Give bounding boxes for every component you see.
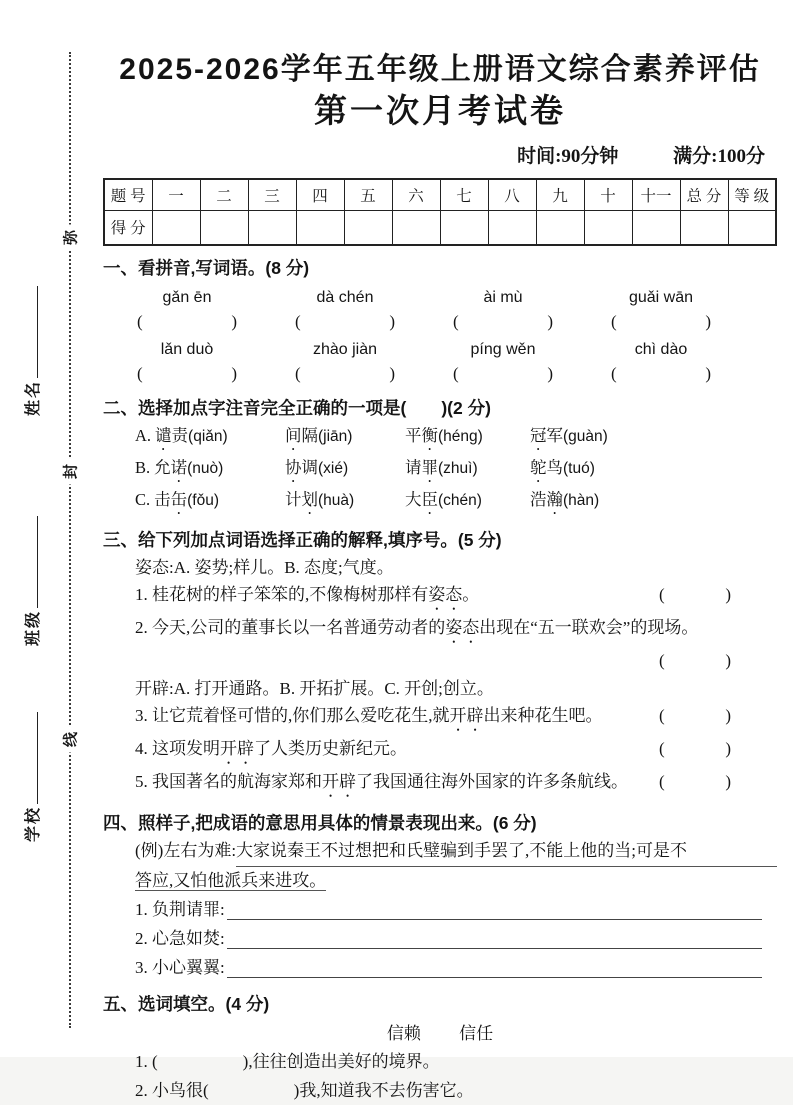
pinyin-word: dà chén xyxy=(316,288,374,306)
score-row-label: 得 分 xyxy=(104,210,152,245)
open-paren: ( xyxy=(611,311,617,331)
score-header-cell: 六 xyxy=(392,179,440,211)
char: 大 xyxy=(405,489,422,509)
score-header-cell: 等 级 xyxy=(728,179,776,211)
score-header-cell: 十 xyxy=(584,179,632,211)
school-label: 学校 xyxy=(25,805,42,842)
close-paren: ) xyxy=(231,311,237,331)
char: 鸟 xyxy=(546,457,563,477)
dotted-char: 衡 xyxy=(421,425,438,445)
school-blank xyxy=(23,712,38,804)
section3-items-group1 xyxy=(103,581,777,675)
dotted-word-item xyxy=(154,458,223,477)
student-name-label: 姓名 xyxy=(25,379,42,416)
pinyin-word: píng wěn xyxy=(470,340,536,358)
dotted-word: 开辟 xyxy=(220,739,254,759)
open-paren: ( xyxy=(611,363,617,383)
score-table-score-row xyxy=(104,210,776,245)
option-cell xyxy=(135,486,285,518)
dotted-word-item xyxy=(530,458,595,477)
exam-title-line1: 2025-2026学年五年级上册语文综合素养评估 xyxy=(119,53,761,86)
section3-heading: 三、给下列加点词语选择正确的解释,填序号。(5 分) xyxy=(103,529,502,550)
fill-pre: 1. ( xyxy=(135,1052,158,1072)
close-paren: ) xyxy=(725,706,731,726)
dotted-char: 协 xyxy=(285,457,302,477)
pinyin-annotation: (jiān) xyxy=(318,427,353,445)
open-paren: ( xyxy=(659,706,665,726)
seal-char-2: 封 xyxy=(55,459,86,485)
option-cell xyxy=(405,454,530,486)
score-cell xyxy=(344,210,392,245)
sentence-post: 了我国通往海外国家的许多条航线。 xyxy=(356,772,628,792)
score-header-cell: 十一 xyxy=(632,179,680,211)
section2-heading: 二、选择加点字注音完全正确的一项是( )(2 分) xyxy=(103,397,491,418)
fill-post: ),往往创造出美好的境界。 xyxy=(242,1052,440,1072)
dotted-word-item xyxy=(530,490,599,509)
char: 隔 xyxy=(301,425,318,445)
close-paren: ) xyxy=(705,363,711,383)
dotted-word-item xyxy=(285,426,352,445)
fill-post: )我,知道我不去伤害它。 xyxy=(293,1081,474,1101)
answer-bracket xyxy=(659,735,731,768)
section3-items-group2 xyxy=(103,702,777,801)
score-cell xyxy=(632,210,680,245)
answer-blank xyxy=(424,310,582,334)
close-paren: ) xyxy=(231,363,237,383)
student-name-field xyxy=(20,266,42,416)
option-cell xyxy=(405,422,530,454)
idiom-label: 1. 负荆请罪: xyxy=(135,900,225,920)
close-paren: ) xyxy=(547,363,553,383)
pinyin-annotation: (tuó) xyxy=(563,459,595,477)
close-paren: ) xyxy=(725,651,731,671)
option-label: A. xyxy=(135,425,152,445)
exam-meta xyxy=(103,141,777,168)
score-cell xyxy=(152,210,200,245)
sentence-post: 出来种花生吧。 xyxy=(483,706,603,726)
open-paren: ( xyxy=(659,585,665,605)
sentence-line xyxy=(135,768,777,801)
pinyin-annotation: (qiǎn) xyxy=(188,427,228,445)
example-text-line2: 答应,又怕他派兵来进攻。 xyxy=(135,870,327,890)
char: 责 xyxy=(171,425,189,445)
close-paren: ) xyxy=(705,311,711,331)
section1-heading: 一、看拼音,写词语。(8 分) xyxy=(103,257,310,278)
option-cell xyxy=(530,422,777,454)
score-header-cell: 四 xyxy=(296,179,344,211)
open-paren: ( xyxy=(453,311,459,331)
answer-blank xyxy=(108,310,266,334)
sentence-post: 出现在“五一联欢会”的现场。 xyxy=(479,618,699,638)
pinyin-annotation: (chén) xyxy=(438,491,482,509)
pinyin-row xyxy=(108,285,777,310)
section2-options xyxy=(103,422,777,518)
paren-blank xyxy=(611,362,711,386)
close-paren: ) xyxy=(389,363,395,383)
score-header-cell: 一 xyxy=(152,179,200,211)
spacer xyxy=(135,647,659,675)
close-paren: ) xyxy=(725,739,731,759)
score-cell xyxy=(728,210,776,245)
open-paren: ( xyxy=(295,363,301,383)
pinyin-annotation: (hàn) xyxy=(563,491,600,509)
idiom-item xyxy=(135,895,777,924)
answer-bracket xyxy=(659,702,731,735)
dotted-word-item xyxy=(285,458,348,477)
score-cell xyxy=(680,210,728,245)
dotted-char: 谴 xyxy=(155,425,172,445)
sentence-pre: 4. 这项发明 xyxy=(135,739,220,759)
fill-item xyxy=(135,1076,777,1105)
open-paren: ( xyxy=(137,363,143,383)
pinyin-row xyxy=(108,337,777,362)
sentence-pre: 2. 今天,公司的董事长以一名普通劳动者的 xyxy=(135,618,446,638)
pinyin-annotation: (huà) xyxy=(318,491,355,509)
sentence-text xyxy=(135,735,659,768)
idiom-label: 2. 心急如焚: xyxy=(135,929,225,949)
score-cell xyxy=(392,210,440,245)
sentence-pre: 1. 桂花树的样子笨笨的,不像梅树那样有 xyxy=(135,585,429,605)
score-table-header-row xyxy=(104,179,776,211)
answer-blank xyxy=(266,362,424,386)
dotted-char: 诺 xyxy=(170,457,188,477)
definition-text: 开辟:A. 打开通路。B. 开拓扩展。C. 开创;创立。 xyxy=(135,678,494,698)
class-field xyxy=(20,496,42,646)
close-paren: ) xyxy=(389,311,395,331)
option-cell xyxy=(405,486,530,518)
char: 允 xyxy=(154,457,171,477)
sentence-line xyxy=(135,614,777,647)
pinyin-word: guǎi wān xyxy=(628,288,694,306)
exam-duration: 时间:90分钟 xyxy=(517,145,619,167)
seal-char-3: 线 xyxy=(55,727,86,753)
section4-example-line1 xyxy=(135,837,777,867)
answer-blank xyxy=(266,310,424,334)
idiom-label: 3. 小心翼翼: xyxy=(135,958,225,978)
seal-char-1: 弥 xyxy=(55,225,86,251)
close-paren: ) xyxy=(725,772,731,792)
answer-line xyxy=(227,953,762,978)
char: 浩 xyxy=(530,489,547,509)
dotted-word-item xyxy=(154,490,219,509)
dotted-char: 瀚 xyxy=(546,489,563,509)
open-paren: ( xyxy=(659,739,665,759)
score-cell xyxy=(584,210,632,245)
score-header-cell: 二 xyxy=(200,179,248,211)
score-header-cell: 总 分 xyxy=(680,179,728,211)
char: 计 xyxy=(285,489,302,509)
sentence-post: 了人类历史新纪元。 xyxy=(254,739,407,759)
score-table xyxy=(103,178,777,246)
sentence-text xyxy=(135,768,659,801)
sentence-pre: 5. 我国著名的航海家郑和 xyxy=(135,772,322,792)
pinyin-annotation: (nuò) xyxy=(187,459,224,477)
char: 调 xyxy=(301,457,318,477)
exam-content xyxy=(103,0,777,1105)
section3-definition-1 xyxy=(135,554,777,582)
dotted-word-item xyxy=(530,426,608,445)
open-paren: ( xyxy=(453,363,459,383)
pinyin-annotation: (zhuì) xyxy=(438,459,478,477)
bracket-only-line xyxy=(135,647,777,675)
example-label: (例)左右为难: xyxy=(135,841,237,861)
pinyin-annotation: (héng) xyxy=(438,427,483,445)
option-label: B. xyxy=(135,457,151,477)
word-option-2: 信任 xyxy=(459,1024,494,1044)
pinyin-word: gǎn ēn xyxy=(162,288,212,306)
char: 军 xyxy=(546,425,563,445)
class-label: 班级 xyxy=(25,609,42,646)
option-cell xyxy=(530,454,777,486)
word-option-1: 信赖 xyxy=(386,1024,421,1044)
section4-items xyxy=(103,895,777,982)
paren-blank xyxy=(137,310,237,334)
option-label: C. xyxy=(135,489,151,509)
dotted-char: 罪 xyxy=(421,457,438,477)
paren-blank xyxy=(295,310,395,334)
dotted-word-item xyxy=(405,458,478,477)
pinyin-annotation: (fǒu) xyxy=(187,491,220,509)
score-header-cell: 七 xyxy=(440,179,488,211)
pinyin-annotation: (guàn) xyxy=(563,427,608,445)
option-cell xyxy=(285,486,405,518)
example-text-line1: 大家说秦王不过想把和氏璧骗到手罢了,不能上他的当;可是不 xyxy=(236,837,777,867)
score-cell xyxy=(200,210,248,245)
answer-bracket xyxy=(659,581,731,614)
score-cell xyxy=(488,210,536,245)
answer-blank xyxy=(424,362,582,386)
dotted-word: 姿态 xyxy=(445,618,480,638)
char: 击 xyxy=(154,489,171,509)
score-header-cell: 题 号 xyxy=(104,179,152,211)
exam-full-score: 满分:100分 xyxy=(673,145,765,167)
option-row xyxy=(135,422,777,454)
definition-text: 姿态:A. 姿势;样儿。B. 态度;气度。 xyxy=(135,557,394,577)
open-paren: ( xyxy=(137,311,143,331)
seal-dotted-line xyxy=(69,52,71,1028)
bracket-row xyxy=(108,362,777,386)
sentence-text xyxy=(135,581,659,614)
option-cell xyxy=(530,486,777,518)
dotted-word: 开辟 xyxy=(322,772,356,792)
dotted-word-item xyxy=(405,426,483,445)
option-row xyxy=(135,454,777,486)
score-header-cell: 五 xyxy=(344,179,392,211)
answer-blank xyxy=(582,362,740,386)
open-paren: ( xyxy=(659,651,665,671)
paren-blank xyxy=(137,362,237,386)
section4-example-line2 xyxy=(135,867,777,896)
section5-word-options xyxy=(103,1020,777,1047)
student-name-blank xyxy=(23,286,38,378)
idiom-item xyxy=(135,924,777,953)
score-header-cell: 三 xyxy=(248,179,296,211)
option-cell xyxy=(285,454,405,486)
class-blank xyxy=(23,516,38,608)
char: 平 xyxy=(405,425,422,445)
sentence-line xyxy=(135,735,777,768)
sentence-line xyxy=(135,702,777,735)
option-cell xyxy=(135,422,285,454)
paren-blank xyxy=(453,310,553,334)
dotted-word-item xyxy=(285,490,354,509)
pinyin-word: ài mù xyxy=(483,288,523,306)
pinyin-annotation: (xié) xyxy=(318,459,349,477)
dotted-word: 姿态 xyxy=(428,585,463,605)
dotted-char: 鸵 xyxy=(530,457,547,477)
option-cell xyxy=(135,454,285,486)
dotted-char: 冠 xyxy=(530,425,547,445)
fill-item xyxy=(135,1047,777,1076)
score-cell xyxy=(248,210,296,245)
sentence-text xyxy=(135,614,777,647)
pinyin-word: zhào jiàn xyxy=(312,340,378,358)
sentence-line xyxy=(135,581,777,614)
section1-pinyin-grid xyxy=(103,285,777,386)
section5-items xyxy=(103,1047,777,1105)
bracket-row xyxy=(108,310,777,334)
answer-blank xyxy=(582,310,740,334)
paren-blank xyxy=(611,310,711,334)
dotted-char: 间 xyxy=(285,425,302,445)
dotted-char: 划 xyxy=(301,489,318,509)
score-header-cell: 九 xyxy=(536,179,584,211)
section4-heading: 四、照样子,把成语的意思用具体的情景表现出来。(6 分) xyxy=(103,813,537,834)
score-cell xyxy=(536,210,584,245)
score-cell xyxy=(440,210,488,245)
dotted-char: 臣 xyxy=(421,489,438,509)
score-header-cell: 八 xyxy=(488,179,536,211)
pinyin-word: lǎn duò xyxy=(160,340,214,358)
char: 请 xyxy=(405,457,422,477)
sentence-pre: 3. 让它荒着怪可惜的,你们那么爱吃花生,就 xyxy=(135,706,450,726)
option-row xyxy=(135,486,777,518)
answer-blank xyxy=(108,362,266,386)
sentence-post: 。 xyxy=(462,585,480,605)
answer-bracket xyxy=(659,768,731,801)
section5-heading: 五、选词填空。(4 分) xyxy=(103,994,270,1015)
paren-blank xyxy=(295,362,395,386)
dotted-word-item xyxy=(405,490,482,509)
answer-line xyxy=(227,924,762,949)
close-paren: ) xyxy=(725,585,731,605)
score-cell xyxy=(296,210,344,245)
answer-bracket xyxy=(659,647,731,675)
idiom-item xyxy=(135,953,777,982)
answer-line xyxy=(227,895,762,920)
dotted-word: 开辟 xyxy=(449,706,484,726)
open-paren: ( xyxy=(659,772,665,792)
paren-blank xyxy=(453,362,553,386)
exam-title-line2: 第一次月考试卷 xyxy=(314,92,566,129)
dotted-word-item xyxy=(155,426,228,445)
dotted-char: 缶 xyxy=(170,489,188,509)
sentence-text xyxy=(135,702,659,735)
section3-definition-2 xyxy=(135,675,777,703)
option-cell xyxy=(285,422,405,454)
fill-pre: 2. 小鸟很( xyxy=(135,1081,209,1101)
pinyin-word: chì dào xyxy=(634,340,688,358)
close-paren: ) xyxy=(547,311,553,331)
school-field xyxy=(20,692,42,842)
open-paren: ( xyxy=(295,311,301,331)
